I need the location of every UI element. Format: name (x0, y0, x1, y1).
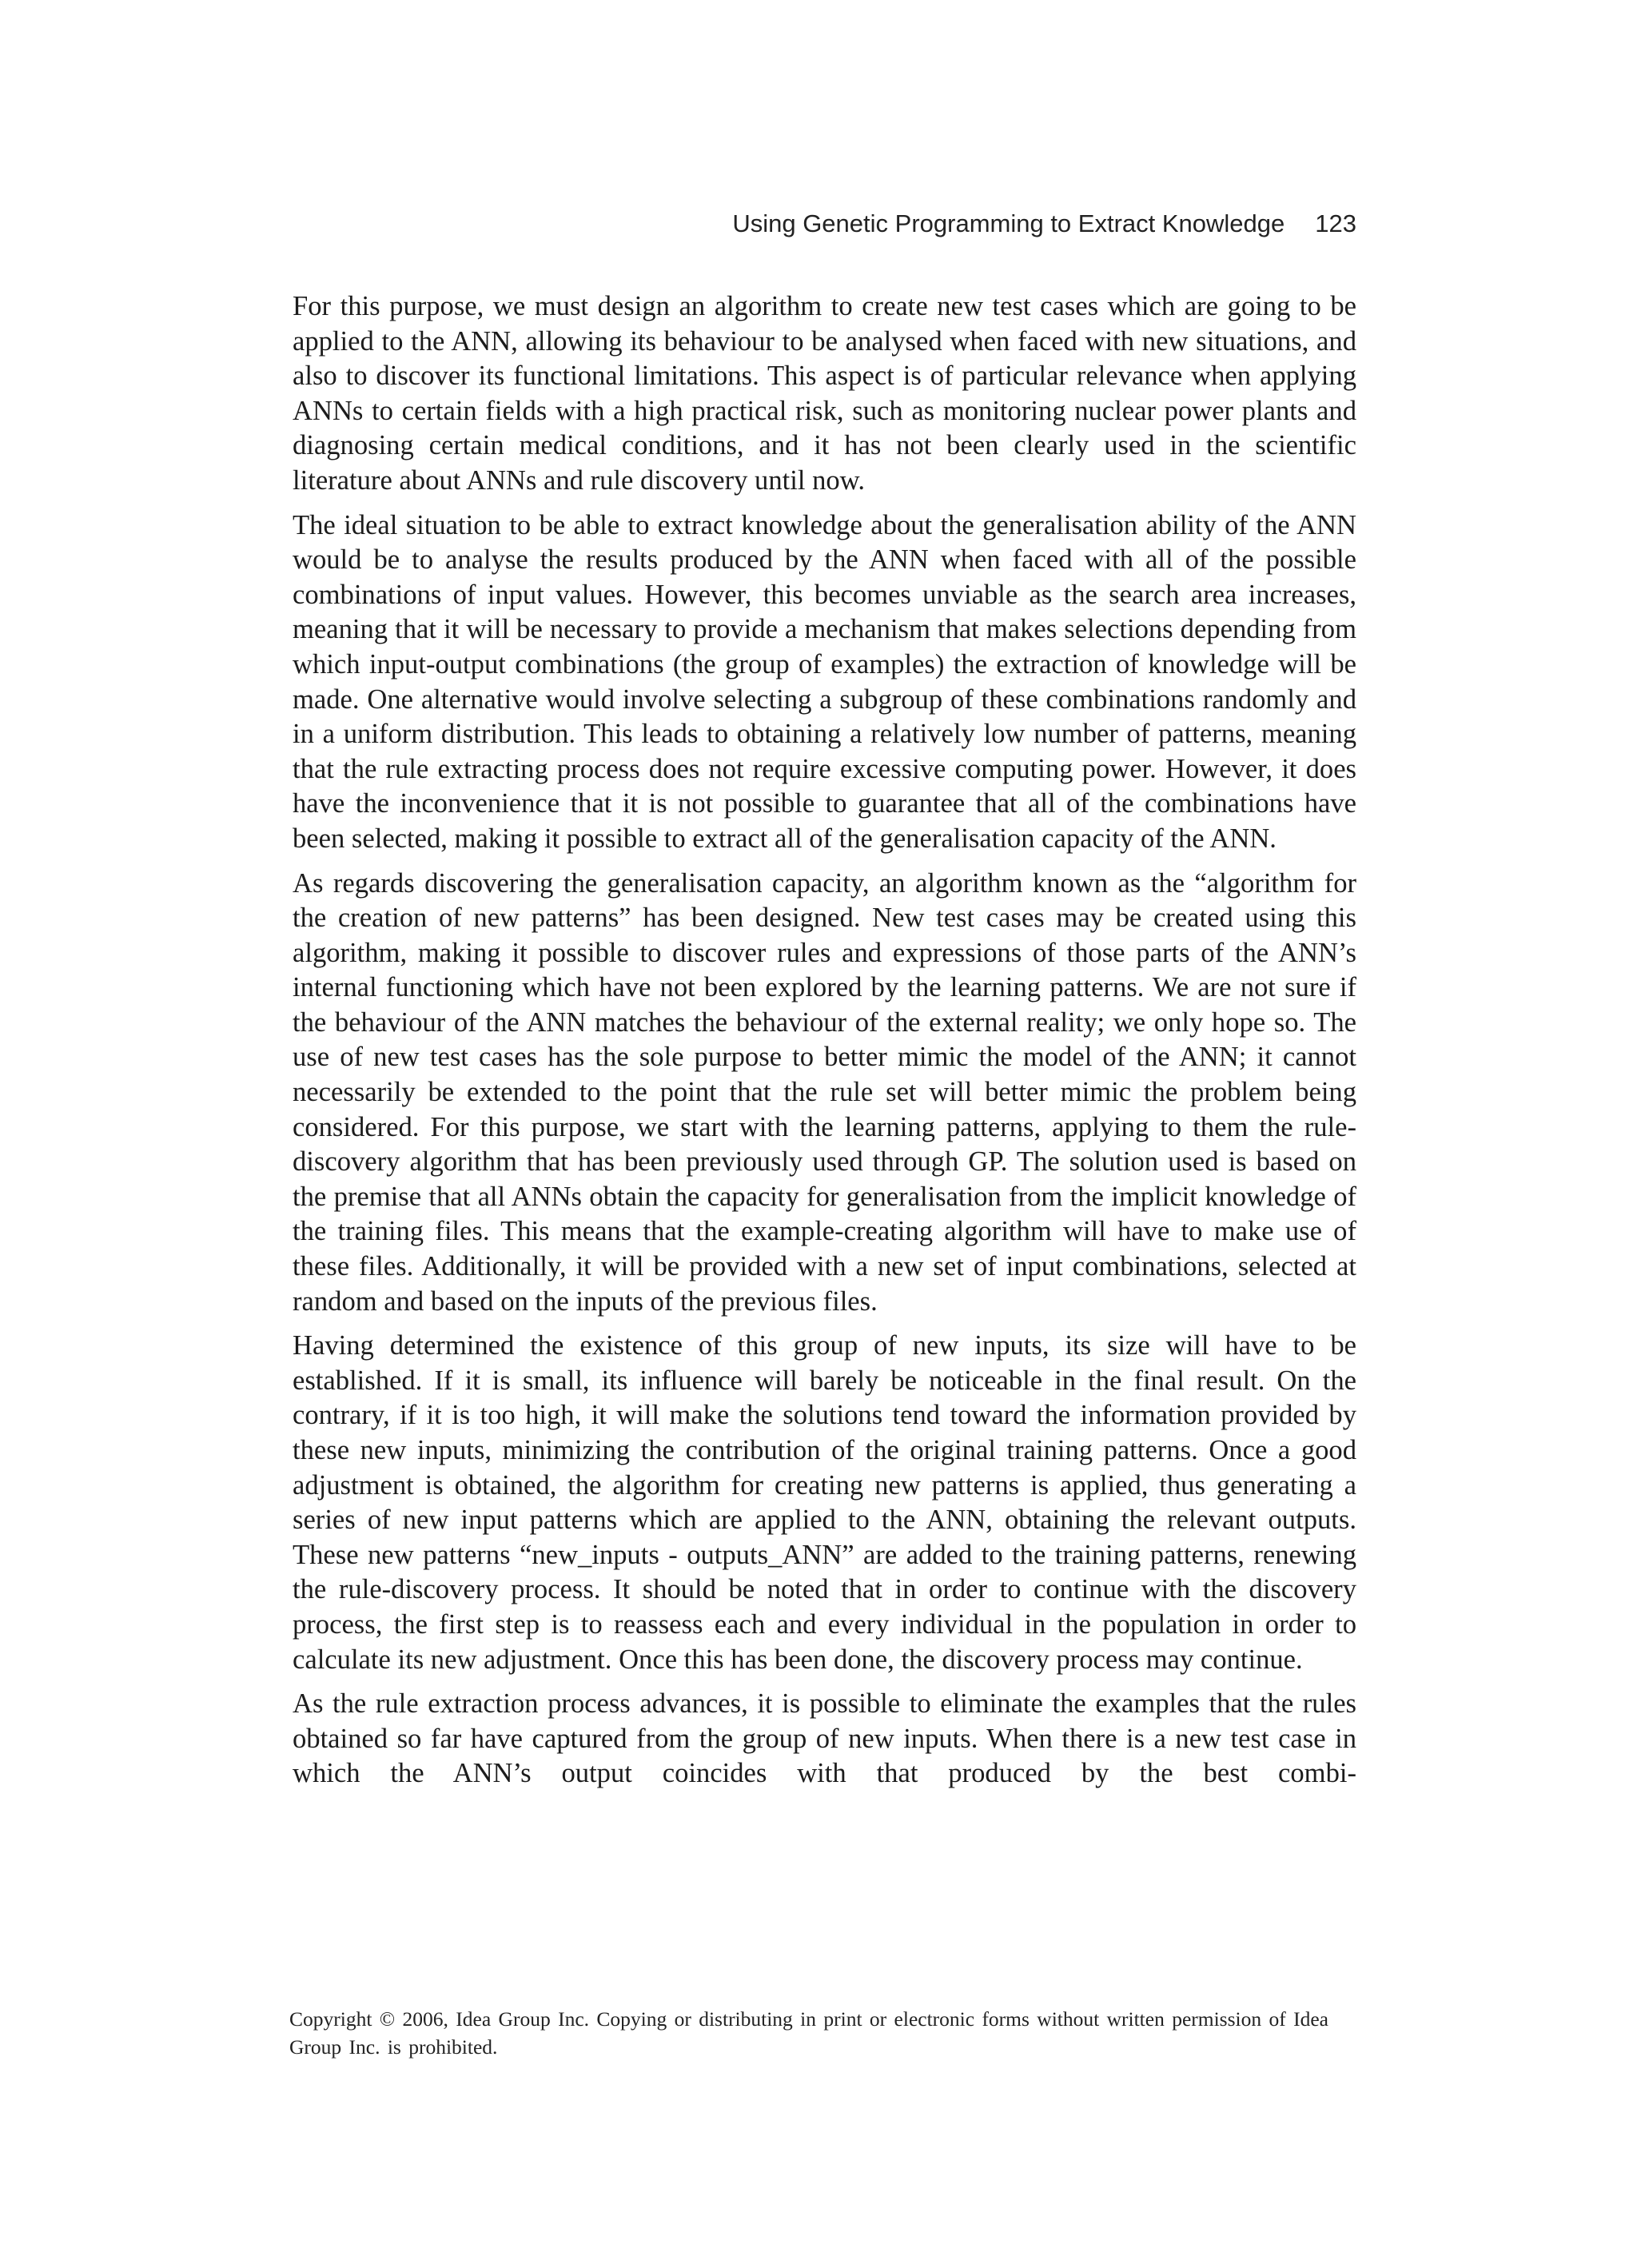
paragraph-5: As the rule extraction process advances, it is possible to eliminate the examples that the rules obtained so far have captured from the group of new inputs. When there is a new test case in which the ANN’s output coincides with that produced by the best combi- (293, 1688, 1356, 1789)
running-head (293, 209, 1356, 238)
paragraph-4: Having determined the existence of this group of new inputs, its size will have to be established. If it is small, its influence will barely be noticeable in the final result. On the contrary, if it is too high, it will make the solutions tend toward the information provided by these new inputs, minimizing the contribution of the original training patterns. Once a good adjustment is obtained, the algorithm for creating new patterns is applied, thus generating a series of new input patterns which are applied to the ANN, obtaining the relevant outputs. These new patterns “new_inputs - outputs_ANN” are added to the training patterns, renewing the rule-discovery process. It should be noted that in order to continue with the discovery process, the first step is to reassess each and every individual in the population in order to calculate its new adjustment. Once this has been done, the discovery process may continue. (293, 1330, 1356, 1675)
paragraph-3: As regards discovering the generalisation capacity, an algorithm known as the “algorithm for the creation of new patterns” has been designed. New test cases may be created using this algorithm, making it possible to discover rules and expressions of those parts of the ANN’s internal functioning which have not been explored by the learning patterns. We are not sure if the behaviour of the ANN matches the behaviour of the external reality; we only hope so. The use of new test cases has the sole purpose to better mimic the model of the ANN; it cannot necessarily be extended to the point that the rule set will better mimic the problem being considered. For this purpose, we start with the learning patterns, applying to them the rule-discovery algorithm that has been previously used through GP. The solution used is based on the premise that all ANNs obtain the capacity for generalisation from the implicit knowledge of the training files. This means that the example-creating algorithm will have to make use of these files. Additionally, it will be provided with a new set of input combinations, selected at random and based on the inputs of the previous files. (293, 867, 1356, 1317)
body-text (293, 289, 1356, 1801)
paragraph-2: The ideal situation to be able to extract knowledge about the generalisation ability of the ANN would be to analyse the results produced by the ANN when faced with all of the possible combinations of input values. However, this becomes unviable as the search area increases, meaning that it will be necessary to provide a mechanism that makes selections depending from which input-output combinations (the group of examples) the extraction of knowledge will be made. One alternative would involve selecting a subgroup of these combinations randomly and in a uniform distribution. This leads to obtaining a relatively low number of patterns, meaning that the rule extracting process does not require excessive computing power. However, it does have the inconvenience that it is not possible to guarantee that all of the combinations have been selected, making it possible to extract all of the generalisation capacity of the ANN. (293, 509, 1356, 854)
copyright-notice: Copyright © 2006, Idea Group Inc. Copying or distributing in print or electronic forms without written permission of Idea Group Inc. is prohibited. (289, 2007, 1328, 2059)
running-title: Using Genetic Programming to Extract Knowledge (732, 209, 1285, 237)
page-number: 123 (1315, 209, 1356, 237)
paragraph-1: For this purpose, we must design an algorithm to create new test cases which are going to be applied to the ANN, allowing its behaviour to be analysed when faced with new situations, and also to discover its functional limitations. This aspect is of particular relevance when applying ANNs to certain fields with a high practical risk, such as monitoring nuclear power plants and diagnosing certain medical conditions, and it has not been clearly used in the scientific literature about ANNs and rule discovery until now. (293, 291, 1356, 496)
